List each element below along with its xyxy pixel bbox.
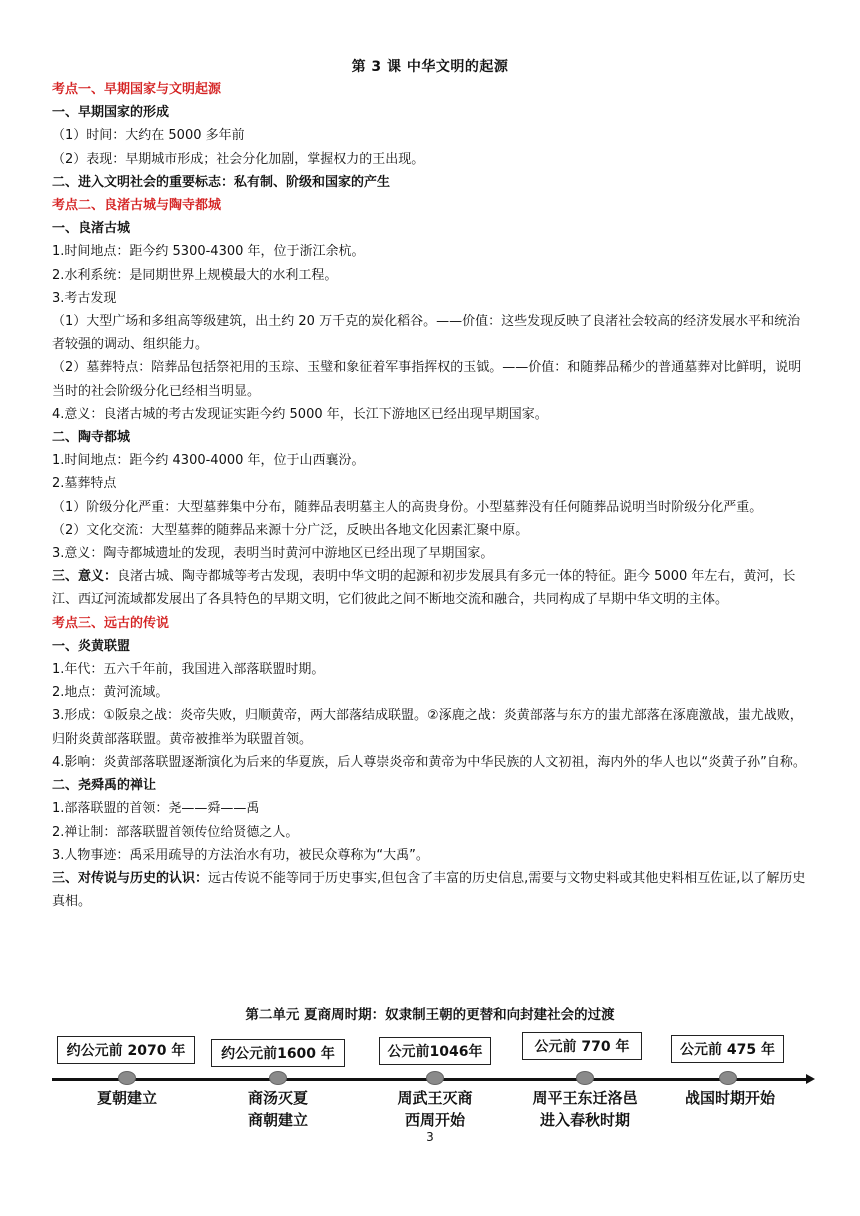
content-line: （1）时间：大约在 5000 多年前 bbox=[52, 128, 245, 144]
section-heading: 考点二、良渚古城与陶寺都城 bbox=[52, 198, 222, 214]
content-line: 3.人物事迹：禹采用疏导的方法治水有功，被民众尊称为“大禹”。 bbox=[52, 847, 429, 863]
timeline-dot bbox=[576, 1071, 594, 1085]
content-line: 2.墓葬特点 bbox=[52, 476, 117, 492]
timeline-date-box: 约公元前1600 年 bbox=[211, 1039, 345, 1067]
timeline-date-box: 约公元前 2070 年 bbox=[57, 1036, 195, 1064]
content-line: 1.部落联盟的首领：尧——舜——禹 bbox=[52, 801, 260, 817]
content-line: 1.时间地点：距今约 4300-4000 年，位于山西襄汾。 bbox=[52, 453, 365, 469]
content-line: （1）阶级分化严重：大型墓葬集中分布，随葬品表明墓主人的高贵身份。小型墓葬没有任何随葬品说明当时阶级分化严重。 bbox=[52, 499, 763, 515]
timeline-dot bbox=[426, 1071, 444, 1085]
lesson-content bbox=[52, 78, 810, 913]
content-line: （2）表现：早期城市形成；社会分化加剧，掌握权力的王出现。 bbox=[52, 151, 425, 167]
content-line: 4.意义：良渚古城的考古发现证实距今约 5000 年，长江下游地区已经出现早期国家。 bbox=[52, 406, 548, 422]
timeline-dot bbox=[719, 1071, 737, 1085]
timeline-event-line: 西周开始 bbox=[404, 1111, 465, 1129]
subsection-heading: 二、进入文明社会的重要标志：私有制、阶级和国家的产生 bbox=[52, 174, 391, 190]
timeline-dot bbox=[118, 1071, 136, 1085]
timeline-event-line: 夏朝建立 bbox=[96, 1089, 157, 1107]
page-number: 3 bbox=[426, 1130, 434, 1144]
content-line: （1）大型广场和多组高等级建筑，出土约 20 万千克的炭化稻谷。——价值：这些发现反映了良渚社会较高的经济发展水平和统治者较强的调动、组织能力。 bbox=[52, 314, 801, 353]
subsection-heading: 一、炎黄联盟 bbox=[52, 638, 131, 654]
subsection-heading bbox=[52, 565, 810, 611]
inline-text: 良渚古城、陶寺都城等考古发现，表明中华文明的起源和初步发展具有多元一体的特征。距今 5000 年左右，黄河，长江、西辽河流域都发展出了各具特色的早期文明，它们彼此之间不断地交流和融合，共同构成了早期中华文明的主体。 bbox=[52, 569, 796, 608]
content-line: 3.意义：陶寺都城遗址的发现，表明当时黄河中游地区已经出现了早期国家。 bbox=[52, 546, 494, 562]
timeline-event bbox=[365, 1087, 505, 1131]
content-line: 3.形成：①阪泉之战：炎帝失败，归顺黄帝，两大部落结成联盟。②涿鹿之战：炎黄部落与东方的蚩尤部落在涿鹿激战，蚩尤战败，归附炎黄部落联盟。黄帝被推举为联盟首领。 bbox=[52, 708, 803, 747]
content-line: 1.年代：五六千年前，我国进入部落联盟时期。 bbox=[52, 662, 325, 678]
inline-heading: 三、意义： bbox=[52, 569, 118, 585]
timeline-event-line: 战国时期开始 bbox=[684, 1089, 775, 1107]
unit-title: 第二单元 夏商周时期：奴隶制王朝的更替和向封建社会的过渡 bbox=[245, 1007, 615, 1023]
section-heading: 考点一、早期国家与文明起源 bbox=[52, 82, 222, 97]
subsection-heading: 一、良渚古城 bbox=[52, 221, 131, 237]
timeline-arrow-icon bbox=[806, 1074, 815, 1084]
content-line: 2.水利系统：是同期世界上规模最大的水利工程。 bbox=[52, 267, 338, 283]
content-line: 3.考古发现 bbox=[52, 290, 117, 306]
timeline-date-box: 公元前 475 年 bbox=[671, 1035, 784, 1063]
section-heading: 考点三、远古的传说 bbox=[52, 615, 170, 631]
timeline-event bbox=[57, 1087, 197, 1109]
inline-heading: 三、对传说与历史的认识： bbox=[52, 870, 209, 886]
subsection-heading bbox=[52, 867, 810, 913]
inline-text: 远古传说不能等同于历史事实,但包含了丰富的历史信息,需要与文物史料或其他史料相互佐证,以了解历史真相。 bbox=[52, 870, 806, 910]
content-line: 4.影响：炎黄部落联盟逐渐演化为后来的华夏族，后人尊崇炎帝和黄帝为中华民族的人文初祖，海内外的华人也以“炎黄子孙”自称。 bbox=[52, 754, 806, 770]
timeline-event-line: 商朝建立 bbox=[247, 1111, 308, 1129]
content-line: 2.禅让制：部落联盟首领传位给贤德之人。 bbox=[52, 824, 299, 840]
timeline-event-line: 周武王灭商 bbox=[397, 1089, 473, 1107]
subsection-heading: 一、早期国家的形成 bbox=[52, 105, 170, 121]
content-line: 1.时间地点：距今约 5300-4300 年，位于浙江余杭。 bbox=[52, 244, 365, 260]
timeline-event bbox=[660, 1087, 800, 1109]
timeline-dot bbox=[269, 1071, 287, 1085]
timeline-date-box: 公元前1046年 bbox=[379, 1037, 491, 1065]
timeline-event-line: 商汤灭夏 bbox=[247, 1089, 308, 1107]
content-line: （2）文化交流：大型墓葬的随葬品来源十分广泛，反映出各地文化因素汇聚中原。 bbox=[52, 522, 529, 538]
timeline-event-line: 周平王东迁洛邑 bbox=[532, 1089, 638, 1107]
timeline-event-line: 进入春秋时期 bbox=[539, 1111, 630, 1129]
timeline-event bbox=[208, 1087, 348, 1131]
subsection-heading: 二、陶寺都城 bbox=[52, 430, 131, 446]
content-line: 2.地点：黄河流域。 bbox=[52, 685, 169, 701]
subsection-heading: 二、尧舜禹的禅让 bbox=[52, 778, 157, 794]
timeline-date-box: 公元前 770 年 bbox=[522, 1032, 642, 1060]
timeline-event bbox=[510, 1087, 660, 1131]
lesson-title: 第 3 课 中华文明的起源 bbox=[351, 59, 509, 75]
content-line: （2）墓葬特点：陪葬品包括祭祀用的玉琮、玉璧和象征着军事指挥权的玉钺。——价值：和随葬品稀少的普通墓葬对比鲜明，说明当时的社会阶级分化已经相当明显。 bbox=[52, 360, 802, 399]
